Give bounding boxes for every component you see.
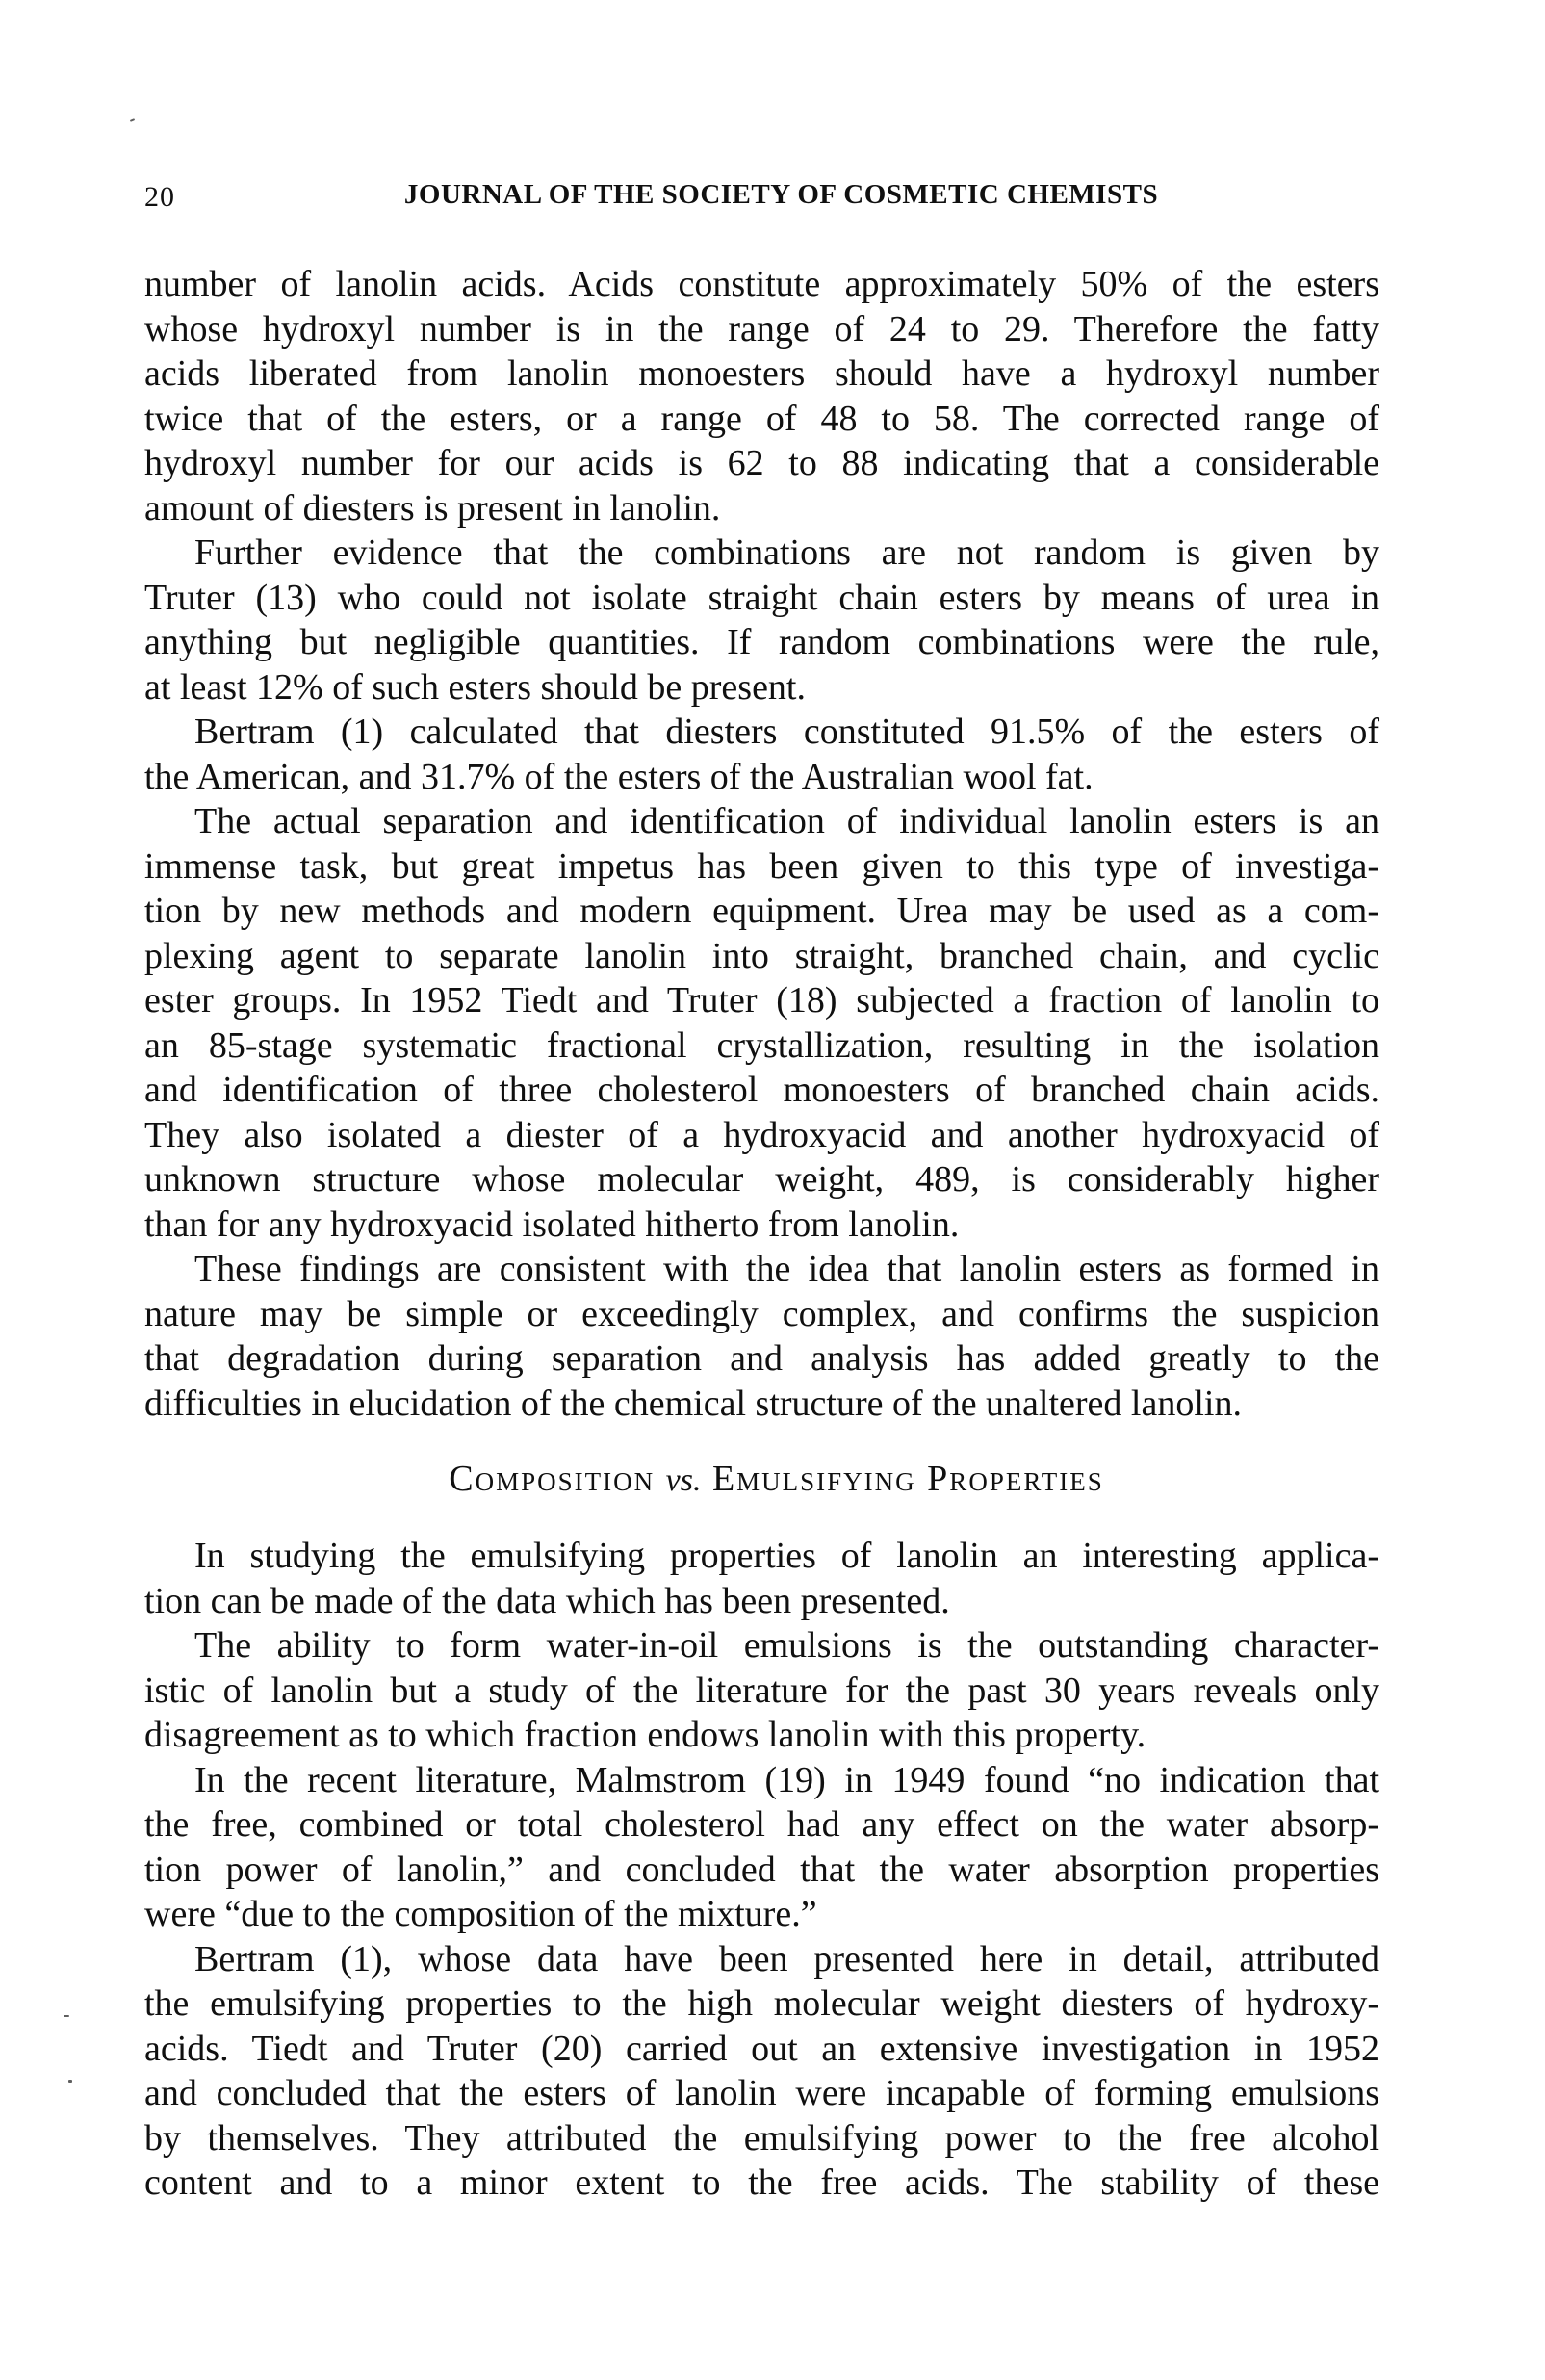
text-line: Further evidence that the combinations are not random is given by [194, 532, 1379, 573]
text-line: tion by new methods and modern equipment. Urea may be used as a com- [144, 891, 1379, 931]
text-line: the free, combined or total cholesterol had any effect on the water absorp- [144, 1804, 1379, 1845]
text-line: acids liberated from lanolin monoesters should have a hydroxyl number [144, 353, 1379, 394]
text-line: istic of lanolin but a study of the literature for the past 30 years reveals only [144, 1669, 1379, 1711]
scan-speck [64, 2015, 69, 2017]
heading-part2: Emulsifying Properties [711, 1459, 1104, 1499]
paragraph [144, 1623, 1379, 1758]
text-line: Bertram (1), whose data have been presented here in detail, attributed [194, 1938, 1379, 1979]
text-line: hydroxyl number for our acids is 62 to 88 indicating that a considerable [144, 443, 1379, 483]
page-header [144, 179, 1379, 218]
paragraph [144, 1937, 1379, 2206]
text-line: Bertram (1) calculated that diesters constituted 91.5% of the esters of [194, 711, 1379, 752]
scan-speck [130, 118, 135, 122]
text-line: were “due to the composition of the mixture.” [144, 1894, 817, 1934]
text-line: anything but negligible quantities. If random combinations were the rule, [144, 622, 1379, 662]
text-line: the American, and 31.7% of the esters of the Australian wool fat. [144, 756, 1094, 797]
paragraph [144, 1758, 1379, 1937]
text-line: that degradation during separation and analysis has added greatly to the [144, 1338, 1379, 1379]
text-line: number of lanolin acids. Acids constitute approximately 50% of the esters [144, 264, 1379, 304]
text-line: These findings are consistent with the idea that lanolin esters as formed in [194, 1249, 1379, 1289]
text-line: They also isolated a diester of a hydroxyacid and another hydroxyacid of [144, 1114, 1379, 1155]
text-line: and identification of three cholesterol monoesters of branched chain acids. [144, 1070, 1379, 1110]
text-line: In the recent literature, Malmstrom (19) in 1949 found “no indication that [194, 1759, 1379, 1800]
text-line: The actual separation and identification of individual lanolin esters is an [194, 801, 1379, 841]
text-line: the emulsifying properties to the high molecular weight diesters of hydroxy- [144, 1983, 1379, 2024]
text-line: tion power of lanolin,” and concluded that the water absorption properties [144, 1849, 1379, 1890]
text-line: Truter (13) who could not isolate straight chain esters by means of urea in [144, 577, 1379, 618]
text-line: difficulties in elucidation of the chemical structure of the unaltered lanolin. [144, 1383, 1242, 1424]
heading-part1: Composition [449, 1459, 656, 1499]
running-title: JOURNAL OF THE SOCIETY OF COSMETIC CHEMISTS [403, 179, 1159, 210]
text-line: whose hydroxyl number is in the range of 24 to 29. Therefore the fatty [144, 308, 1379, 349]
paragraph [144, 530, 1379, 710]
text-line: twice that of the esters, or a range of 48 to 58. The corrected range of [144, 398, 1379, 439]
scan-speck [68, 2080, 72, 2082]
text-line: content and to a minor extent to the free acids. The stability of these [144, 2162, 1379, 2203]
text-line: tion can be made of the data which has been presented. [144, 1580, 950, 1621]
article-body [144, 262, 1379, 2206]
text-line: and concluded that the esters of lanolin were incapable of forming emulsions [144, 2073, 1379, 2113]
text-line: acids. Tiedt and Truter (20) carried out an extensive investigation in 1952 [144, 2028, 1379, 2069]
text-line: an 85-stage systematic fractional crystallization, resulting in the isolation [144, 1024, 1379, 1066]
paragraph [144, 1534, 1379, 1623]
paragraph [144, 799, 1379, 1247]
paragraph [144, 262, 1379, 530]
text-line: by themselves. They attributed the emulsifying power to the free alcohol [144, 2117, 1379, 2159]
text-line: at least 12% of such esters should be present. [144, 666, 806, 708]
text-line: In studying the emulsifying properties of lanolin an interesting applica- [194, 1536, 1379, 1576]
section-heading [173, 1457, 1379, 1503]
text-line: disagreement as to which fraction endows lanolin with this property. [144, 1715, 1146, 1755]
text-line: nature may be simple or exceedingly complex, and confirms the suspicion [144, 1293, 1379, 1334]
paragraph [144, 1247, 1379, 1426]
text-line: unknown structure whose molecular weight, 489, is considerably higher [144, 1159, 1379, 1200]
text-line: plexing agent to separate lanolin into straight, branched chain, and cyclic [144, 935, 1379, 976]
paragraph [144, 710, 1379, 799]
text-line: immense task, but great impetus has been given to this type of investiga- [144, 845, 1379, 887]
text-line: ester groups. In 1952 Tiedt and Truter (18) subjected a fraction of lanolin to [144, 980, 1379, 1021]
page-number: 20 [144, 181, 175, 213]
text-line: amount of diesters is present in lanolin. [144, 487, 721, 529]
heading-vs: vs. [665, 1462, 702, 1498]
text-line: than for any hydroxyacid isolated hitherto from lanolin. [144, 1203, 960, 1245]
text-line: The ability to form water-in-oil emulsions is the outstanding character- [194, 1625, 1379, 1666]
